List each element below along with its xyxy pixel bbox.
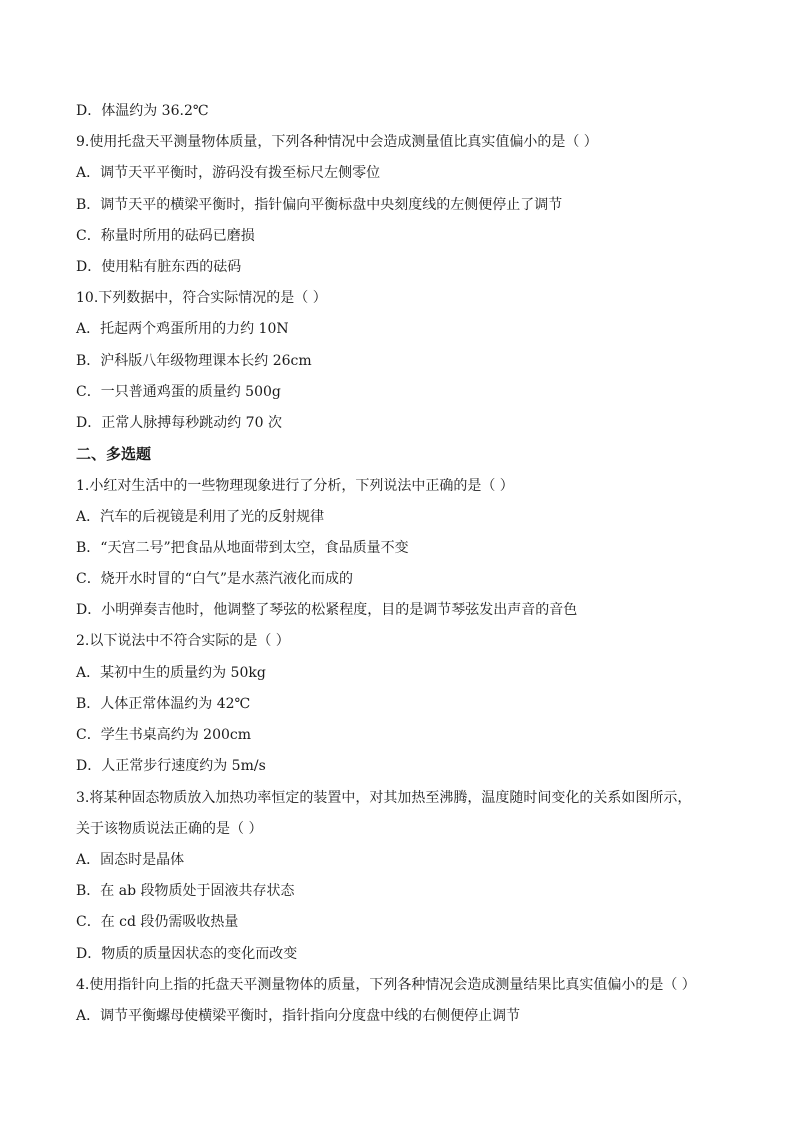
m3-option-b: B．在 ab 段物质处于固液共存状态 (76, 883, 295, 899)
m1-stem: 1.小红对生活中的一些物理现象进行了分析，下列说法中正确的是（ ） (76, 478, 514, 494)
m4-stem: 4.使用指针向上指的托盘天平测量物体的质量，下列各种情况会造成测量结果比真实值偏小的是（ ） (76, 977, 696, 993)
q8-option-d: D．体温约为 36.2℃ (76, 103, 209, 119)
m3-stem-line1: 3.将某种固态物质放入加热功率恒定的装置中，对其加热至沸腾，温度随时间变化的关系如图所示， (76, 790, 692, 806)
q9-option-c: C．称量时所用的砝码已磨损 (76, 228, 255, 244)
m2-stem: 2.以下说法中不符合实际的是（ ） (76, 633, 290, 649)
q10-option-a: A．托起两个鸡蛋所用的力约 10N (76, 321, 289, 337)
m1-option-d: D．小明弹奏吉他时，他调整了琴弦的松紧程度，目的是调节琴弦发出声音的音色 (76, 602, 578, 618)
m2-option-c: C．学生书桌高约为 200cm (76, 727, 251, 743)
m1-option-b: B．“天宫二号”把食品从地面带到太空，食品质量不变 (76, 540, 409, 556)
q9-option-b: B．调节天平的横梁平衡时，指针偏向平衡标盘中央刻度线的左侧便停止了调节 (76, 197, 563, 213)
q10-stem: 10.下列数据中，符合实际情况的是（ ） (76, 290, 327, 306)
q10-option-d: D．正常人脉搏每秒跳动约 70 次 (76, 415, 282, 431)
section-heading: 二、多选题 (76, 445, 152, 463)
m2-option-a: A．某初中生的质量约为 50kg (76, 665, 266, 681)
m2-option-d: D．人正常步行速度约为 5m/s (76, 758, 266, 774)
m3-option-d: D．物质的质量因状态的变化而改变 (76, 946, 298, 962)
m1-option-a: A．汽车的后视镜是利用了光的反射规律 (76, 509, 325, 525)
q9-option-a: A．调节天平平衡时，游码没有拨至标尺左侧零位 (76, 165, 381, 181)
m3-option-a: A．固态时是晶体 (76, 852, 185, 868)
q10-option-c: C．一只普通鸡蛋的质量约 500g (76, 384, 281, 400)
m3-option-c: C．在 cd 段仍需吸收热量 (76, 914, 239, 930)
m1-option-c: C．烧开水时冒的“白气”是水蒸汽液化而成的 (76, 571, 354, 587)
m3-stem-line2: 关于该物质说法正确的是（ ） (76, 821, 263, 837)
m2-option-b: B．人体正常体温约为 42℃ (76, 696, 251, 712)
q9-option-d: D．使用粘有脏东西的砝码 (76, 259, 242, 275)
m4-option-a: A．调节平衡螺母使横梁平衡时，指针指向分度盘中线的右侧便停止调节 (76, 1008, 521, 1024)
q10-option-b: B．沪科版八年级物理课本长约 26cm (76, 353, 312, 369)
q9-stem: 9.使用托盘天平测量物体质量，下列各种情况中会造成测量值比真实值偏小的是（ ） (76, 134, 598, 150)
